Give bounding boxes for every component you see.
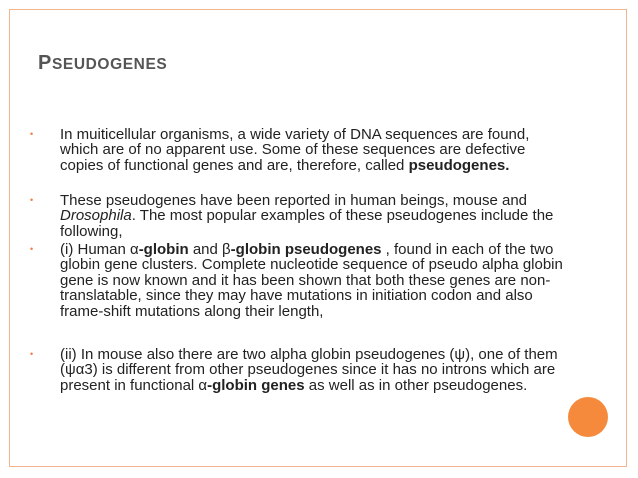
bullet-4-text-a: (ii) In mouse also there are two alpha globin pseudogenes (ψ), one of them (ψα3) is different from other pseudogenes since it has no introns which are present in functional α bbox=[60, 346, 558, 394]
bullet-2-text-b: . The most popular examples of these pseudogenes include the following, bbox=[60, 207, 554, 240]
bullet-3-bold-a: -globin bbox=[138, 241, 189, 258]
bullet-4-bold: -globin genes bbox=[207, 376, 305, 394]
bullet-marker: • bbox=[30, 129, 34, 139]
bullet-item-2 bbox=[30, 193, 570, 239]
title-initial: P bbox=[38, 52, 52, 74]
bullet-item-4 bbox=[30, 347, 570, 393]
bullet-1-bold: pseudogenes. bbox=[408, 156, 510, 174]
bullet-3-bold-b: -globin pseudogenes bbox=[230, 241, 382, 258]
bullet-1-text: In muiticellular organisms, a wide variety of DNA sequences are found, which are of no apparent use. Some of these sequences are defective copies of functional genes and are, therefore, called bbox=[60, 126, 530, 174]
title-rest: SEUDOGENES bbox=[51, 56, 168, 73]
bullet-3-text-c: , found in each of the two globin gene clusters. Complete nucleotide sequence of pseudo alpha globin gene is now known and it has been shown that both these genes are non-translatable, since they may have mutations in initiation codon and also frame-shift mutations along their length, bbox=[60, 241, 563, 320]
bullet-3-text-b: and β bbox=[188, 241, 231, 258]
bullet-4-text-b: as well as in other pseudogenes. bbox=[304, 376, 528, 394]
bullet-2-italic: Drosophila bbox=[60, 207, 132, 225]
bullet-item-3 bbox=[30, 242, 570, 319]
bullet-3-text-a: (i) Human α bbox=[60, 241, 139, 258]
decorative-circle bbox=[568, 397, 608, 437]
slide-title bbox=[38, 52, 167, 75]
bullet-marker: • bbox=[30, 349, 34, 359]
bullet-2-text-a: These pseudogenes have been reported in human beings, mouse and bbox=[60, 192, 527, 209]
bullet-item-1 bbox=[30, 127, 570, 173]
bullet-marker: • bbox=[30, 244, 34, 254]
bullet-marker: • bbox=[30, 195, 34, 205]
